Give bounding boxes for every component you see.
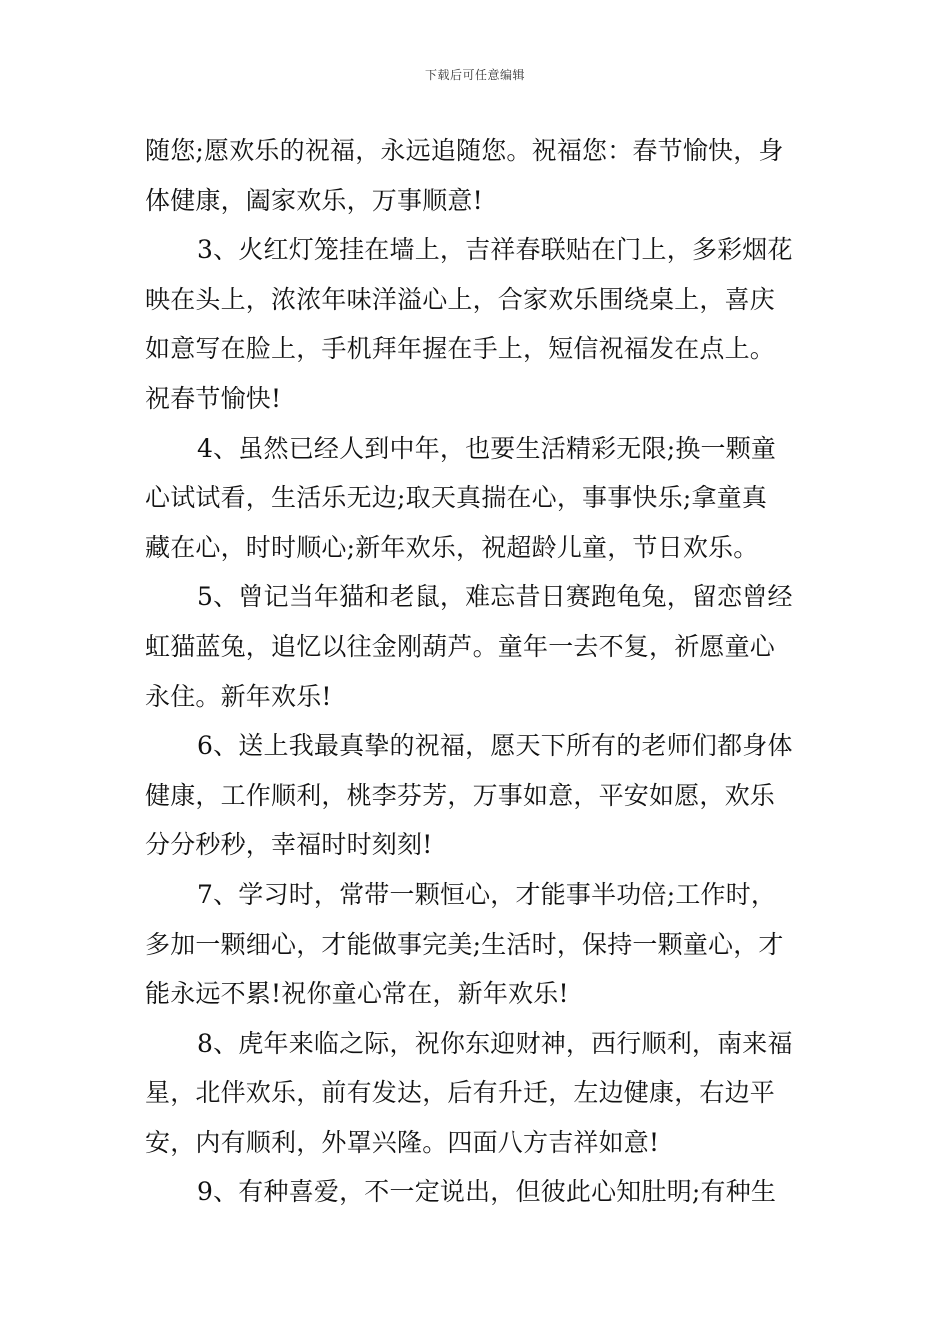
text-line: 祝春节愉快! xyxy=(145,383,282,413)
text-line: 8、虎年来临之际，祝你东迎财神，西行顺利，南来福 xyxy=(197,1028,793,1058)
text-line: 4、虽然已经人到中年，也要生活精彩无限;换一颗童 xyxy=(197,433,777,463)
text-line: 5、曾记当年猫和老鼠，难忘昔日赛跑龟兔，留恋曾经 xyxy=(197,582,793,612)
text-line: 能永远不累!祝你童心常在，新年欢乐! xyxy=(145,979,569,1009)
text-line: 如意写在脸上，手机拜年握在手上，短信祝福发在点上。 xyxy=(145,334,776,364)
text-line: 星，北伴欢乐，前有发达，后有升迁，左边健康，右边平 xyxy=(145,1078,776,1108)
text-line: 安，内有顺利，外罩兴隆。四面八方吉祥如意! xyxy=(145,1127,660,1157)
text-line: 7、学习时，常带一颗恒心，才能事半功倍;工作时， xyxy=(197,879,777,909)
text-line: 映在头上，浓浓年味洋溢心上，合家欢乐围绕桌上，喜庆 xyxy=(145,284,776,314)
text-line: 藏在心，时时顺心;新年欢乐，祝超龄儿童，节日欢乐。 xyxy=(145,532,759,562)
text-line: 心试试看，生活乐无边;取天真揣在心，事事快乐;拿童真 xyxy=(145,483,768,513)
text-line: 3、火红灯笼挂在墙上，吉祥春联贴在门上，多彩烟花 xyxy=(197,235,793,265)
page-header: 下载后可任意编辑 xyxy=(424,68,525,82)
text-line: 健康，工作顺利，桃李芬芳，万事如意，平安如愿，欢乐 xyxy=(145,780,776,810)
text-line: 虹猫蓝兔，追忆以往金刚葫芦。童年一去不复，祈愿童心 xyxy=(145,631,776,661)
text-line: 永住。新年欢乐! xyxy=(145,681,332,711)
text-line: 多加一颗细心，才能做事完美;生活时，保持一颗童心，才 xyxy=(145,929,784,959)
document-body xyxy=(145,126,810,1217)
text-line: 分分秒秒，幸福时时刻刻! xyxy=(145,830,433,860)
text-line: 9、有种喜爱，不一定说出，但彼此心知肚明;有种生 xyxy=(197,1177,777,1207)
text-line: 6、送上我最真挚的祝福，愿天下所有的老师们都身体 xyxy=(197,731,793,761)
text-line: 随您;愿欢乐的祝福，永远追随您。祝福您：春节愉快，身 xyxy=(145,136,784,165)
text-line: 体健康，阖家欢乐，万事顺意! xyxy=(145,185,483,215)
